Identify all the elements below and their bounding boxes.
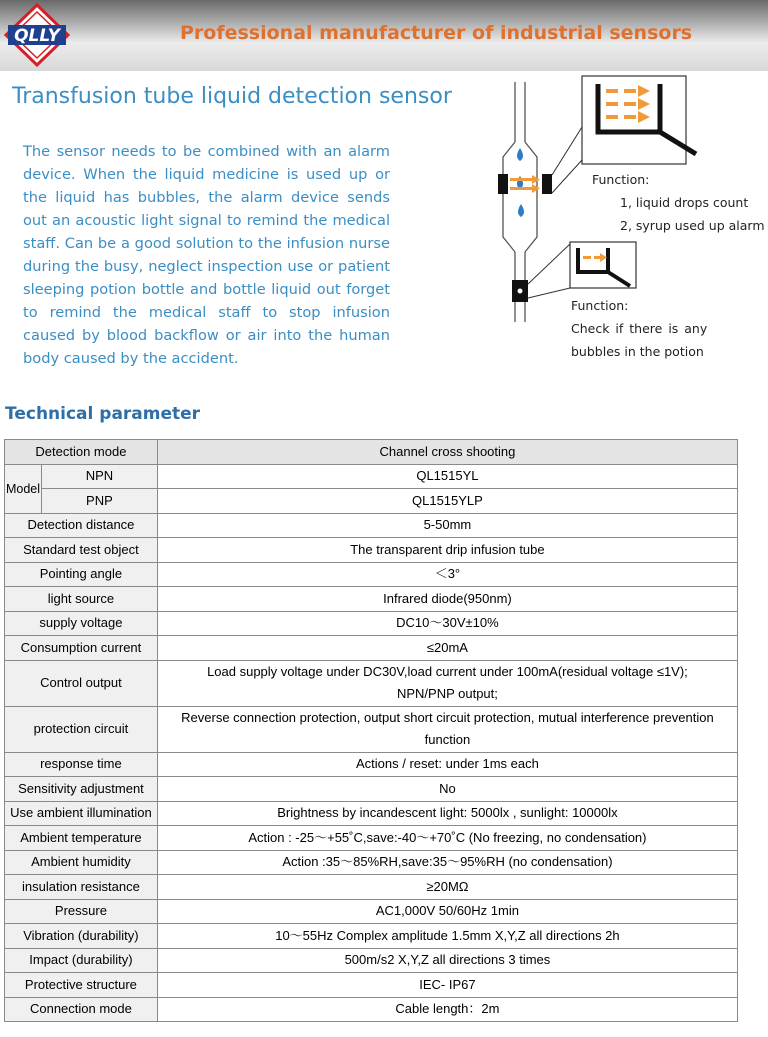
param-label: Vibration (durability): [5, 924, 158, 949]
param-label: Ambient temperature: [5, 826, 158, 851]
param-label: response time: [5, 752, 158, 777]
param-label: Protective structure: [5, 973, 158, 998]
param-label: Control output: [5, 660, 158, 706]
intro-paragraph: The sensor needs to be combined with an alarm device. When the liquid medicine is used up or the liquid has bubbles, the alarm device sends out an acoustic light signal to remind the medical staff. Can be a good solution to the infusion nurse during the busy, neglect inspection use or patient sleeping potion bottle and bottle liquid out forget to remind the medical staff to stop infusion caused by blood backflow or air into the human body caused by the accident.: [23, 143, 390, 367]
table-row: [5, 875, 738, 900]
page-title: Transfusion tube liquid detection sensor: [12, 84, 452, 109]
table-row: [5, 660, 738, 706]
param-value: 10～55Hz Complex amplitude 1.5mm X,Y,Z all directions 2h: [157, 924, 737, 949]
table-row: [5, 513, 738, 538]
param-label: supply voltage: [5, 611, 158, 636]
param-value: DC10～30V±10%: [157, 611, 737, 636]
model-pnp-value: QL1515YLP: [157, 489, 737, 514]
function1-heading: Function:: [592, 172, 650, 187]
sensor-emitter-block: [498, 174, 508, 194]
section-title-technical-parameter: Technical parameter: [5, 404, 201, 424]
table-row: [5, 777, 738, 802]
param-label: insulation resistance: [5, 875, 158, 900]
table-row: [5, 706, 738, 752]
sensor-receiver-block: [542, 174, 552, 194]
param-value-line: NPN/PNP output;: [396, 686, 498, 701]
param-value: ≥20MΩ: [157, 875, 737, 900]
param-label: light source: [5, 587, 158, 612]
drop-icon: [518, 204, 524, 217]
logo-text: QLLY: [14, 26, 60, 46]
param-value: ≤20mA: [157, 636, 737, 661]
table-row: [5, 611, 738, 636]
param-label: Impact (durability): [5, 948, 158, 973]
function1-line2: 2, syrup used up alarm: [620, 218, 765, 233]
drop-icon: [517, 148, 523, 161]
param-value: Actions / reset: under 1ms each: [157, 752, 737, 777]
param-value: Action : -25～+55˚C,save:-40～+70˚C (No freezing, no condensation): [157, 826, 737, 851]
param-label: Pressure: [5, 899, 158, 924]
table-row: [5, 636, 738, 661]
function2-line1: Check if there is any: [571, 321, 708, 336]
model-pnp-label: PNP: [41, 489, 157, 514]
table-row: [5, 489, 738, 514]
param-value: Cable length：2m: [157, 997, 737, 1022]
param-label: Use ambient illumination: [5, 801, 158, 826]
param-value-line: Reverse connection protection, output short circuit protection, mutual interference prevention: [181, 710, 714, 725]
header-title: Professional manufacturer of industrial sensors: [180, 22, 693, 44]
model-label: Model: [5, 464, 42, 513]
model-npn-label: NPN: [41, 464, 157, 489]
param-value: [157, 706, 737, 752]
technical-parameter-table: [4, 439, 738, 1022]
table-row: [5, 826, 738, 851]
company-logo: [4, 3, 70, 67]
param-label: Detection mode: [5, 440, 158, 465]
table-row: [5, 948, 738, 973]
param-value: IEC- IP67: [157, 973, 737, 998]
function2-line2: bubbles in the potion: [571, 344, 704, 359]
param-value: AC1,000V 50/60Hz 1min: [157, 899, 737, 924]
table-row: [5, 440, 738, 465]
param-value: No: [157, 777, 737, 802]
model-npn-value: QL1515YL: [157, 464, 737, 489]
param-value: 500m/s2 X,Y,Z all directions 3 times: [157, 948, 737, 973]
param-value: Channel cross shooting: [157, 440, 737, 465]
table-row: [5, 924, 738, 949]
param-value: ＜3°: [157, 562, 737, 587]
sensor-diagram: [470, 72, 768, 372]
table-row: [5, 464, 738, 489]
param-label: Ambient humidity: [5, 850, 158, 875]
param-label: Consumption current: [5, 636, 158, 661]
param-label: Sensitivity adjustment: [5, 777, 158, 802]
param-value: 5-50mm: [157, 513, 737, 538]
param-label: protection circuit: [5, 706, 158, 752]
table-row: [5, 538, 738, 563]
param-value: Action :35～85%RH,save:35～95%RH (no condensation): [157, 850, 737, 875]
beam-arrows-icon: [510, 175, 540, 193]
param-label: Pointing angle: [5, 562, 158, 587]
function1-line1: 1, liquid drops count: [620, 195, 749, 210]
param-value: The transparent drip infusion tube: [157, 538, 737, 563]
param-label: Standard test object: [5, 538, 158, 563]
param-label: Detection distance: [5, 513, 158, 538]
table-row: [5, 997, 738, 1022]
param-value: Infrared diode(950nm): [157, 587, 737, 612]
param-value: [157, 660, 737, 706]
param-value-line: function: [424, 732, 471, 747]
header-bar: [0, 0, 768, 71]
param-label: Connection mode: [5, 997, 158, 1022]
table-row: [5, 562, 738, 587]
function2-heading: Function:: [571, 298, 629, 313]
param-value: Brightness by incandescent light: 5000lx , sunlight: 10000lx: [157, 801, 737, 826]
table-row: [5, 899, 738, 924]
table-row: [5, 973, 738, 998]
table-row: [5, 850, 738, 875]
table-row: [5, 587, 738, 612]
table-row: [5, 752, 738, 777]
table-row: [5, 801, 738, 826]
param-value-line: Load supply voltage under DC30V,load current under 100mA(residual voltage ≤1V);: [207, 664, 688, 679]
